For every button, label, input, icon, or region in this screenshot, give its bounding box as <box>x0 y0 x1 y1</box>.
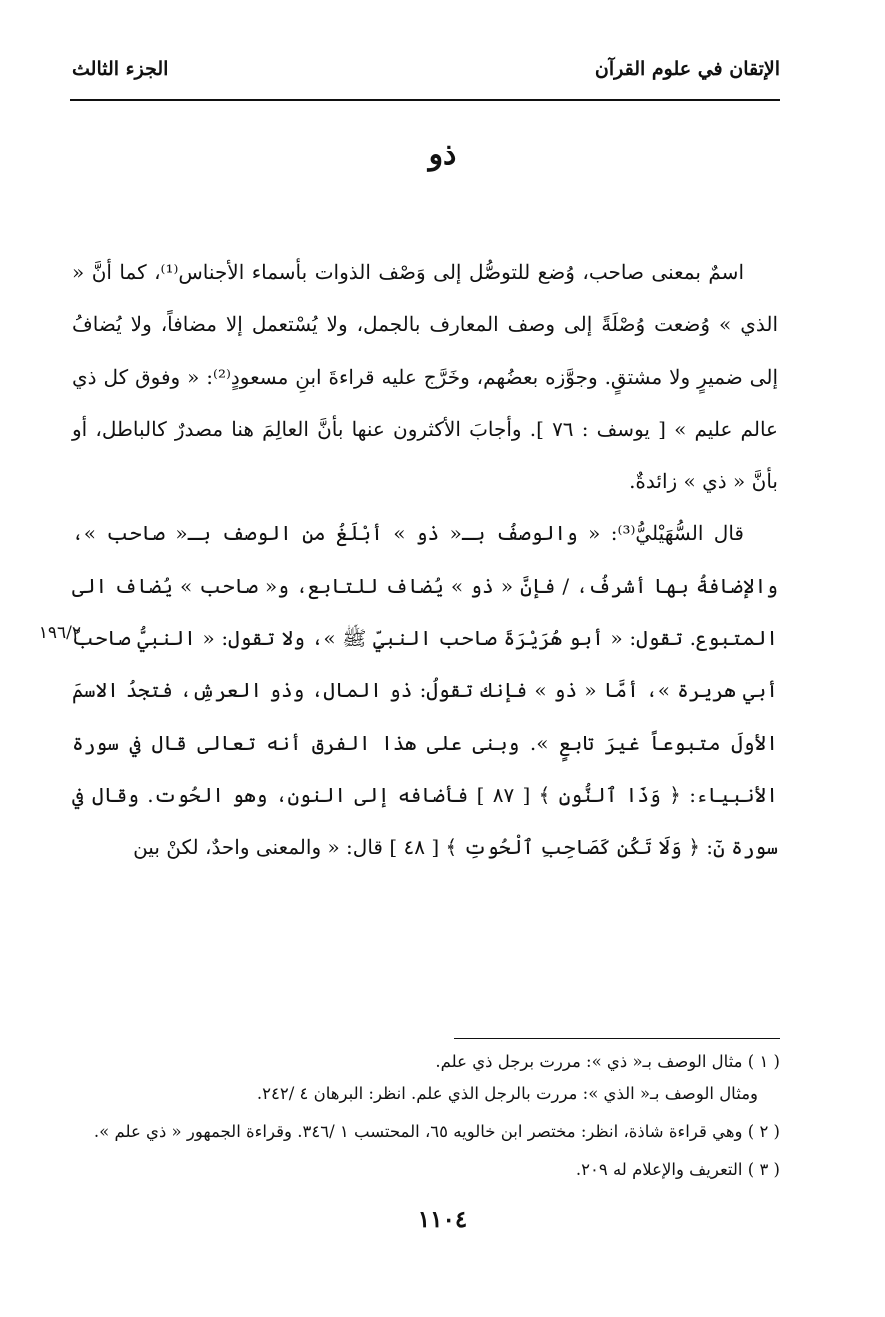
running-header-book-title: الإتقان في علوم القرآن <box>594 58 780 80</box>
footnote-divider <box>454 1038 780 1039</box>
footnote: ( ١ ) مثال الوصف بـ« ذي »: مررت برجل ذي علم. <box>435 1052 780 1071</box>
body-paragraph: قال السُّهَيْليُّ⁽³⁾: « والوصفُ بـ« ذو » أبْلَغُ من الوصف بـ« صاحب »، والإضافةُ بها أشرفُ، / فإنَّ « ذو » يُضاف للتابع، و« صاحب » يُضاف الى المتبوع. تقول: « أبو هُرَيْرَةَ صاحب النبيِّ ﷺ »، ولا تقول: « النبيُّ صاحبُ أبي هريرة »، أمَّا « ذو » فإنك تقولُ: ذو المال، وذو العرشِ، فتجدُ الاسمَ الأولَ متبوعاً غيرَ تابعٍ ». وبنى على هذا الفرق أنه تعالى قال في سورة الأنبياء: ﴿ وَذَا ٱلنُّونِ ﴾ [ ٨٧ ] فأضافه إلى النون، وهو الحُوت. وقال في سورة نٓ: ﴿ وَلَا تَكُن كَصَاحِبِ ٱلْحُوتِ ﴾ [ ٤٨ ] قال: « والمعنى واحدٌ، لكنْ بين <box>72 521 778 860</box>
footnote-continuation: ومثال الوصف بـ« الذي »: مررت بالرجل الذي علم. انظر: البرهان ٤ /٢٤٢. <box>256 1084 758 1103</box>
page-number: ١١٠٤ <box>417 1206 468 1233</box>
footnote: ( ٢ ) وهي قراءة شاذة، انظر: مختصر ابن خالويه ٦٥، المحتسب ١ /٣٤٦. وقراءة الجمهور « ذي علم ». <box>93 1122 780 1141</box>
header-divider <box>70 99 780 101</box>
main-text <box>72 246 778 874</box>
chapter-title: ذو <box>428 137 457 172</box>
running-header-volume: الجزء الثالث <box>72 58 169 80</box>
footnotes <box>72 1047 780 1193</box>
footnote: ( ٣ ) التعريف والإعلام له ٢٠٩. <box>575 1160 780 1179</box>
body-paragraph: اسمٌ بمعنى صاحب، وُضع للتوصُّل إلى وَصْف الذوات بأسماء الأجناس⁽¹⁾، كما أنَّ « الذي » وُضعت وُصْلَةً إلى وصف المعارف بالجمل، ولا يُسْتعمل إلا مضافاً، ولا يُضافُ إلى ضميرٍ ولا مشتقٍ. وجوَّزه بعضُهم، وخَرَّج عليه قراءةَ ابنِ مسعودٍ⁽²⁾: « وفوق كل ذي عالم عليم » [ يوسف : ٧٦ ]. وأجابَ الأكثرون عنها بأنَّ العالِمَ هنا مصدرٌ كالباطل، أو بأنَّ « ذي » زائدةٌ. <box>72 260 778 494</box>
margin-page-reference: ١٩٦/٢ <box>38 623 81 643</box>
